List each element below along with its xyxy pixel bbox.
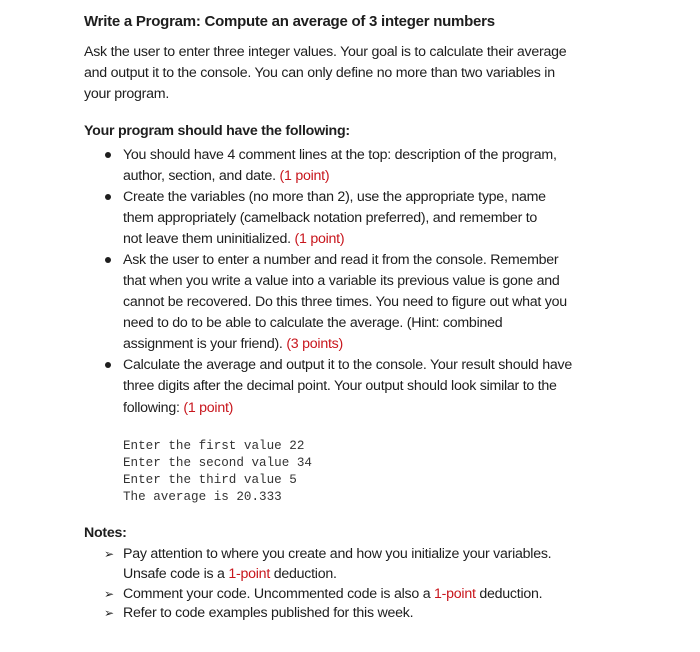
output-line: The average is 20.333 xyxy=(123,490,282,504)
note-text: Comment your code. Uncommented code is also a xyxy=(123,586,435,602)
intro-line: and output it to the console. You can only define no more than two variables in xyxy=(84,65,555,81)
assignment-title: Write a Program: Compute an average of 3 integer numbers xyxy=(84,13,495,30)
requirement-line: You should have 4 comment lines at the top: description of the program, xyxy=(123,147,557,163)
note-text: Unsafe code is a xyxy=(123,566,229,582)
points-label: (3 points) xyxy=(286,336,343,352)
points-label: (1 point) xyxy=(183,400,234,416)
intro-line: Ask the user to enter three integer values. Your goal is to calculate their average xyxy=(84,44,567,60)
bullet-icon xyxy=(105,152,111,158)
points-label: 1-point xyxy=(228,566,271,582)
requirement-text: author, section, and date. xyxy=(123,168,280,184)
requirement-text: following: xyxy=(123,400,184,416)
requirement-line: cannot be recovered. Do this three times. You need to figure out what you xyxy=(123,294,567,310)
note-text: deduction. xyxy=(475,586,543,602)
notes-heading: Notes: xyxy=(84,525,127,541)
requirement-line: them appropriately (camelback notation preferred), and remember to xyxy=(123,210,538,226)
output-line: Enter the second value 34 xyxy=(123,456,312,470)
bullet-icon xyxy=(105,257,111,263)
requirement-line: that when you write a value into a variable its previous value is gone and xyxy=(123,273,560,289)
bullet-icon xyxy=(105,194,111,200)
arrow-bullet-icon: ➢ xyxy=(104,547,115,561)
arrow-bullet-icon: ➢ xyxy=(104,606,115,620)
note-line: Pay attention to where you create and how you initialize your variables. xyxy=(123,546,552,562)
requirement-line xyxy=(123,334,343,355)
requirement-text: assignment is your friend). xyxy=(123,336,287,352)
requirement-line: Ask the user to enter a number and read it from the console. Remember xyxy=(123,252,559,268)
requirement-line: Calculate the average and output it to the console. Your result should have xyxy=(123,357,572,373)
output-line: Enter the first value 22 xyxy=(123,439,305,453)
requirements-heading: Your program should have the following: xyxy=(84,123,350,139)
arrow-bullet-icon: ➢ xyxy=(104,587,115,601)
requirement-line: Create the variables (no more than 2), use the appropriate type, name xyxy=(123,189,546,205)
requirement-line xyxy=(123,166,329,187)
requirement-text: not leave them uninitialized. xyxy=(123,231,295,247)
intro-line: your program. xyxy=(84,86,170,102)
requirement-line xyxy=(123,398,233,419)
note-text: deduction. xyxy=(270,566,337,582)
note-line xyxy=(123,584,542,605)
requirement-line xyxy=(123,229,344,250)
points-label: (1 point) xyxy=(279,168,330,184)
note-line xyxy=(123,564,337,585)
requirement-line: three digits after the decimal point. Your output should look similar to the xyxy=(123,378,557,394)
note-line: Refer to code examples published for this week. xyxy=(123,605,414,621)
requirement-line: need to do to be able to calculate the average. (Hint: combined xyxy=(123,315,503,331)
bullet-icon xyxy=(105,362,111,368)
points-label: 1-point xyxy=(434,586,476,602)
output-line: Enter the third value 5 xyxy=(123,473,297,487)
points-label: (1 point) xyxy=(294,231,345,247)
